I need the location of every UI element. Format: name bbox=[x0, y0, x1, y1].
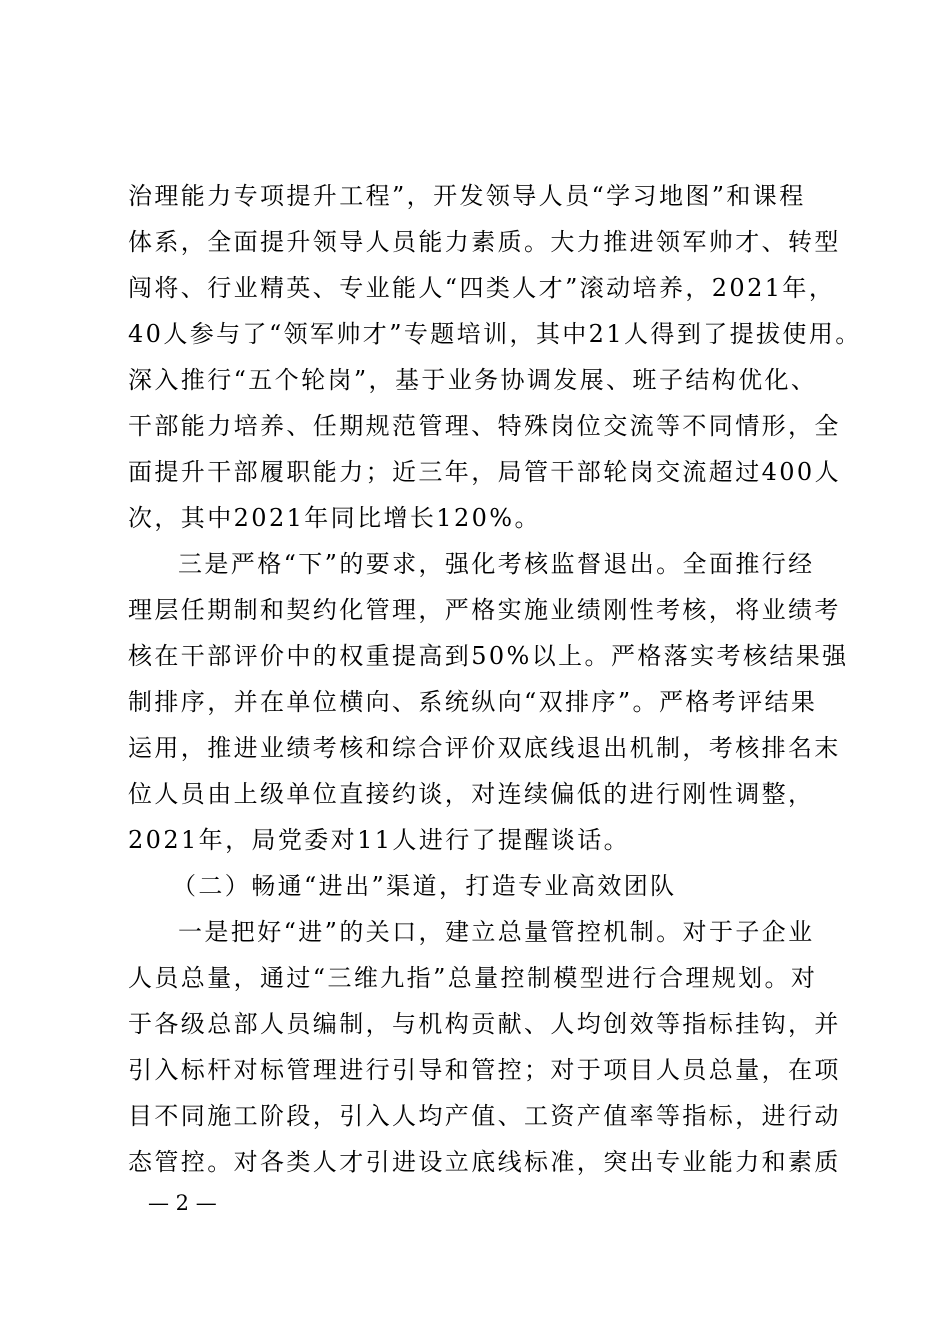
section-heading: （二）畅通“进出”渠道，打造专业高效团队 bbox=[172, 872, 677, 900]
page-number: — 2 — bbox=[148, 1191, 217, 1215]
text-line: 闯将、行业精英、专业能人“四类人才”滚动培养，2021年， bbox=[128, 274, 836, 302]
text-line: 次，其中2021年同比增长120%。 bbox=[128, 504, 541, 532]
text-line: 体系，全面提升领导人员能力素质。大力推进领军帅才、转型 bbox=[128, 228, 841, 256]
text-line: 制排序，并在单位横向、系统纵向“双排序”。严格考评结果 bbox=[128, 688, 818, 716]
text-line: 深入推行“五个轮岗”，基于业务协调发展、班子结构优化、 bbox=[128, 366, 818, 394]
text-line: 于各级总部人员编制，与机构贡献、人均创效等指标挂钩，并 bbox=[128, 1010, 841, 1038]
text-line: 引入标杆对标管理进行引导和管控；对于项目人员总量，在项 bbox=[128, 1056, 841, 1084]
text-line: 核在干部评价中的权重提高到50%以上。严格落实考核结果强 bbox=[128, 642, 849, 670]
text-line: 40人参与了“领军帅才”专题培训，其中21人得到了提拔使用。 bbox=[128, 320, 862, 348]
text-line: 人员总量，通过“三维九指”总量控制模型进行合理规划。对 bbox=[128, 964, 818, 992]
text-line: 治理能力专项提升工程”，开发领导人员“学习地图”和课程 bbox=[128, 182, 806, 210]
paragraph-start-line: 一是把好“进”的关口，建立总量管控机制。对于子企业 bbox=[178, 918, 815, 946]
text-line: 2021年，局党委对11人进行了提醒谈话。 bbox=[128, 826, 631, 854]
text-line: 干部能力培养、任期规范管理、特殊岗位交流等不同情形，全 bbox=[128, 412, 841, 440]
text-line: 面提升干部履职能力；近三年，局管干部轮岗交流超过400人 bbox=[128, 458, 842, 486]
text-line: 态管控。对各类人才引进设立底线标准，突出专业能力和素质 bbox=[128, 1148, 841, 1176]
paragraph-start-line: 三是严格“下”的要求，强化考核监督退出。全面推行经 bbox=[178, 550, 815, 578]
text-line: 运用，推进业绩考核和综合评价双底线退出机制，考核排名末 bbox=[128, 734, 841, 762]
text-line: 位人员由上级单位直接约谈，对连续偏低的进行刚性调整， bbox=[128, 780, 815, 808]
text-line: 理层任期制和契约化管理，严格实施业绩刚性考核，将业绩考 bbox=[128, 596, 841, 624]
text-line: 目不同施工阶段，引入人均产值、工资产值率等指标，进行动 bbox=[128, 1102, 841, 1130]
